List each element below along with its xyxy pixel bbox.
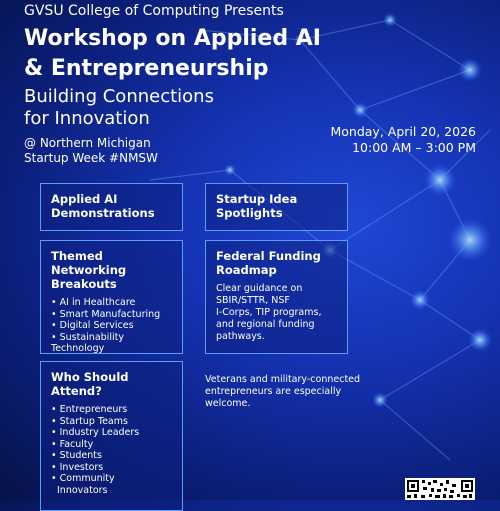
list-item: • Investors [51, 462, 172, 474]
card-title-line-2: Roadmap [216, 263, 277, 277]
card-applied-ai-demonstrations [40, 183, 183, 231]
veterans-note [205, 374, 375, 410]
list-item: • AI in Healthcare [51, 297, 172, 309]
event-location-line-2: Startup Week #NMSW [24, 151, 158, 165]
list-item-continuation: Innovators [57, 484, 108, 496]
card-federal-funding-roadmap [205, 240, 348, 354]
qr-code-icon[interactable] [405, 478, 475, 500]
list-item: • Faculty [51, 439, 172, 451]
card-title-line-2: Spotlights [216, 206, 283, 220]
event-location-line-1: @ Northern Michigan [24, 136, 151, 150]
event-subtitle-line-1: Building Connections [24, 86, 214, 107]
list-item: • Community [51, 473, 172, 485]
card-title [51, 370, 172, 398]
funding-description-line: SBIR/STTR, NSF [216, 295, 290, 306]
card-title-line-2: Demonstrations [51, 206, 155, 220]
event-subtitle-line-2: for Innovation [24, 108, 150, 129]
card-title [216, 192, 337, 220]
funding-description-line: and regional funding [216, 319, 315, 330]
event-time: 10:00 AM – 3:00 PM [352, 140, 476, 155]
list-item-continuation: Technology [51, 343, 105, 354]
card-title [51, 192, 172, 220]
event-subtitle [24, 86, 214, 130]
card-title [216, 249, 337, 277]
card-title-line-1: Applied AI [51, 192, 118, 206]
qr-code-pattern [405, 478, 475, 500]
card-themed-networking-breakouts [40, 240, 183, 354]
event-title-line-1: Workshop on Applied AI [24, 26, 321, 51]
event-location [24, 136, 158, 166]
funding-description-line: pathways. [216, 331, 265, 342]
audience-list [51, 404, 172, 485]
list-item: • Industry Leaders [51, 427, 172, 439]
presenter-line: GVSU College of Computing Presents [24, 3, 284, 19]
list-item: • Smart Manufacturing [51, 309, 172, 321]
card-title-line-2: Breakouts [51, 277, 117, 291]
event-title [24, 24, 321, 84]
note-line: entrepreneurs are especially [205, 386, 342, 397]
card-title [51, 249, 172, 291]
list-item: • Sustainability [51, 332, 172, 344]
list-item: • Entrepreneurs [51, 404, 172, 416]
card-title-line-1: Federal Funding [216, 249, 321, 263]
event-title-line-2: & Entrepreneurship [24, 56, 269, 81]
event-datetime [330, 124, 476, 156]
card-who-should-attend [40, 361, 183, 511]
note-line: welcome. [205, 398, 251, 409]
funding-description [216, 283, 337, 343]
funding-description-line: Clear guidance on [216, 283, 303, 294]
list-item: • Students [51, 450, 172, 462]
event-date: Monday, April 20, 2026 [330, 124, 476, 139]
funding-description-line: I-Corps, TIP programs, [216, 307, 322, 318]
card-title-line-1: Startup Idea [216, 192, 298, 206]
card-title-line-2: Attend? [51, 384, 102, 398]
card-startup-idea-spotlights [205, 183, 348, 231]
list-item: • Digital Services [51, 320, 172, 332]
note-line: Veterans and military-connected [205, 374, 361, 385]
networking-topic-list [51, 297, 172, 343]
card-title-line-1: Who Should [51, 370, 129, 384]
card-title-line-1: Themed Networking [51, 249, 127, 277]
list-item: • Startup Teams [51, 416, 172, 428]
